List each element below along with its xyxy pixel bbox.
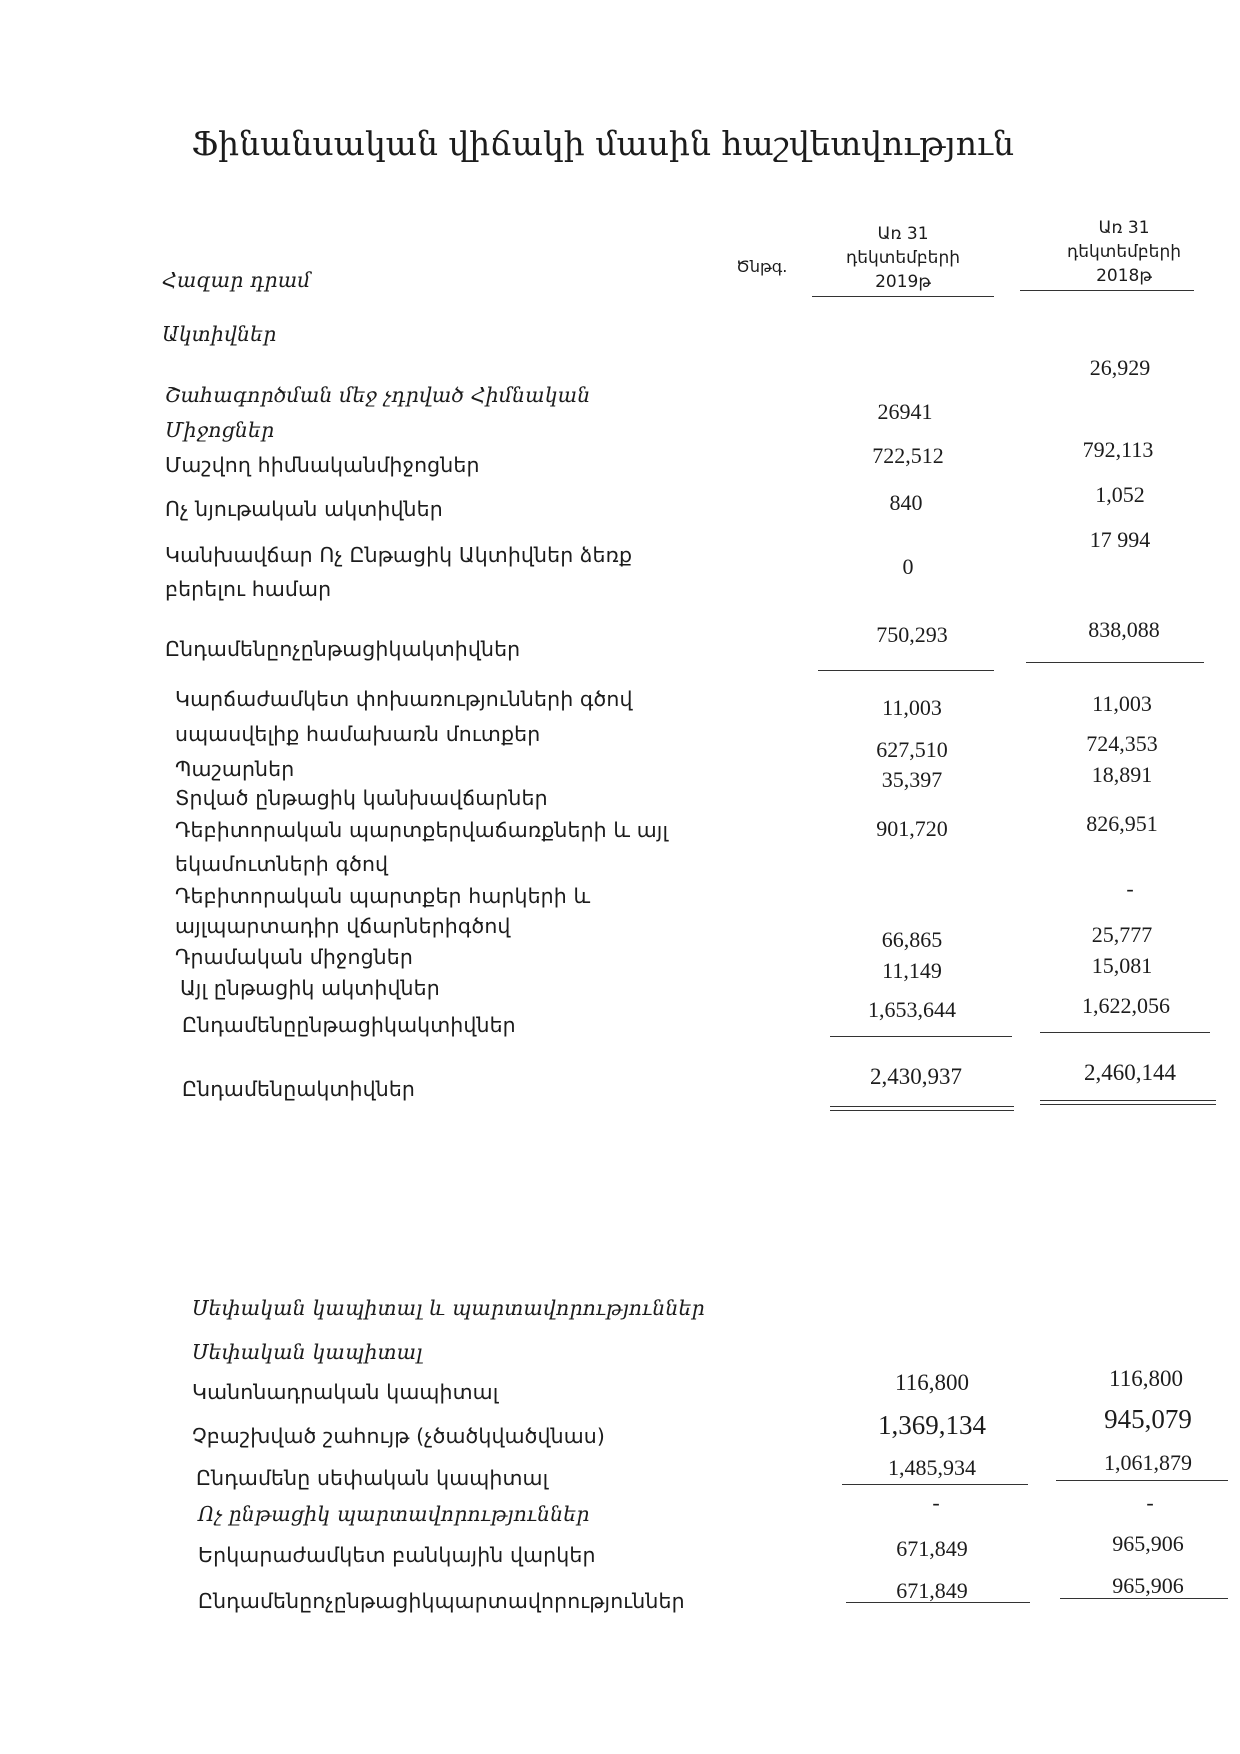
accrued-value-2019: 627,510 [876,737,948,762]
total-noncurrent-label: Ընդամենըոչընթացիկակտիվներ [165,637,521,661]
total-noncurrent-liabilities-label: Ընդամենըոչընթացիկպարտավորություններ [198,1589,685,1613]
ppe-value-2019: 722,512 [872,443,944,468]
rule-current-2019 [830,1036,1012,1037]
column-header-2018: Առ 31 դեկտեմբերի 2018թ [1066,218,1182,286]
retained-earnings-label: Չբաշխված շահույթ (չծածկվածվնաս) [192,1424,605,1448]
other-current-value-2018: 15,081 [1091,953,1153,978]
advances-label: Տրված ընթացիկ կանխավճարներ [175,786,548,810]
accrued-label: սպասվելիք համախառն մուտքեր [175,722,541,746]
charter-capital-value-2019: 116,800 [895,1370,969,1395]
prepay-value-2019: 0 [902,554,914,579]
st-loans-value-2018: 11,003 [1092,691,1152,716]
construction-label-cont: Միջոցներ [165,418,275,442]
total-assets-value-2019: 2,430,937 [870,1064,962,1089]
cash-label: Դրամական միջոցներ [175,945,413,969]
total-noncurrent-liabilities-value-2018: 965,906 [1112,1573,1184,1598]
lt-bank-loans-value-2019: 671,849 [896,1536,968,1561]
rule-liabilities-2019 [846,1602,1030,1603]
trade-receivables-value-2019: 901,720 [876,816,948,841]
inventory-value-2019: 35,397 [881,767,943,792]
total-noncurrent-value-2018: 838,088 [1088,617,1160,642]
prepay-label-cont: բերելու համար [165,577,332,601]
units-label: Հազար դրամ [162,268,311,292]
intangible-label: Ոչ նյութական ակտիվներ [165,497,443,521]
equity-liabilities-heading: Սեփական կապիտալ և պարտավորություններ [192,1296,705,1320]
total-assets-label: Ընդամենըակտիվներ [182,1077,416,1101]
assets-heading: Ակտիվներ [162,322,277,346]
page-title: Ֆինանսական վիճակի մասին հաշվետվություն [191,124,1014,163]
rule-equity-2018 [1056,1480,1228,1481]
rule-current-2018 [1040,1032,1210,1033]
st-loans-value-2019: 11,003 [882,695,942,720]
tax-receivables-label: Դեբիտորական պարտքեր հարկերի և [175,884,591,908]
equity-subheading: Սեփական կապիտալ [192,1340,423,1364]
trade-receivables-label-cont: եկամուտների գծով [175,852,389,876]
double-rule-total-2019 [830,1106,1014,1111]
rule-noncurrent-2019 [818,670,994,671]
total-equity-label: Ընդամենը սեփական կապիտալ [196,1466,549,1490]
noncurrent-liabilities-value-2018: - [1146,1490,1154,1515]
lt-bank-loans-value-2018: 965,906 [1112,1531,1184,1556]
retained-earnings-value-2018: 945,079 [1104,1404,1192,1434]
accrued-value-2018: 724,353 [1086,731,1158,756]
rule-equity-2019 [842,1484,1028,1485]
other-current-value-2019: 11,149 [882,958,942,983]
charter-capital-value-2018: 116,800 [1109,1366,1183,1391]
header-underline-2018 [1020,290,1194,291]
trade-receivables-value-2018: 826,951 [1086,811,1158,836]
st-loans-label: Կարճաժամկետ փոխառությունների գծով [175,687,633,711]
total-current-value-2019: 1,653,644 [868,997,956,1022]
total-assets-value-2018: 2,460,144 [1084,1060,1176,1085]
total-equity-value-2018: 1,061,879 [1104,1450,1192,1475]
intangible-value-2019: 840 [889,490,923,515]
intangible-value-2018: 1,052 [1095,482,1145,507]
total-equity-value-2019: 1,485,934 [888,1455,976,1480]
prepay-value-2018: 17 994 [1089,527,1151,552]
rule-noncurrent-2018 [1026,662,1204,663]
construction-value-2019: 26941 [877,399,933,424]
construction-label: Շահագործման մեջ չդրված Հիմնական [165,383,591,407]
total-current-value-2018: 1,622,056 [1082,993,1170,1018]
total-current-label: Ընդամենըընթացիկակտիվներ [182,1013,516,1037]
cash-value-2018: 25,777 [1091,922,1153,947]
inventory-value-2018: 18,891 [1091,762,1153,787]
note-column-header: Ծնթգ. [736,257,788,276]
ppe-label: Մաշվող հիմնականմիջոցներ [165,453,480,477]
total-noncurrent-liabilities-value-2019: 671,849 [896,1578,968,1603]
retained-earnings-value-2019: 1,369,134 [878,1410,986,1440]
double-rule-total-2018 [1040,1100,1216,1105]
header-underline-2019 [812,296,994,297]
rule-liabilities-2018 [1060,1598,1228,1599]
construction-value-2018: 26,929 [1089,355,1151,380]
noncurrent-liabilities-value-2019: - [932,1490,940,1515]
charter-capital-label: Կանոնադրական կապիտալ [192,1380,499,1404]
inventory-label: Պաշարներ [175,757,295,781]
lt-bank-loans-label: Երկարաժամկետ բանկային վարկեր [198,1543,596,1567]
tax-receivables-label-cont: այլպարտադիր վճարներիգծով [175,914,511,938]
ppe-value-2018: 792,113 [1082,437,1154,462]
column-header-2019: Առ 31 դեկտեմբերի 2019թ [845,224,961,292]
other-current-label: Այլ ընթացիկ ակտիվներ [180,976,440,1000]
prepay-label: Կանխավճար Ոչ Ընթացիկ Ակտիվներ ձեռք [165,543,633,567]
noncurrent-liabilities-heading: Ոչ ընթացիկ պարտավորություններ [198,1502,590,1526]
tax-receivables-value-2018: - [1126,876,1134,901]
cash-value-2019: 66,865 [881,927,943,952]
trade-receivables-label: Դեբիտորական պարտքերվաճառքների և այլ [175,818,669,842]
total-noncurrent-value-2019: 750,293 [876,622,948,647]
